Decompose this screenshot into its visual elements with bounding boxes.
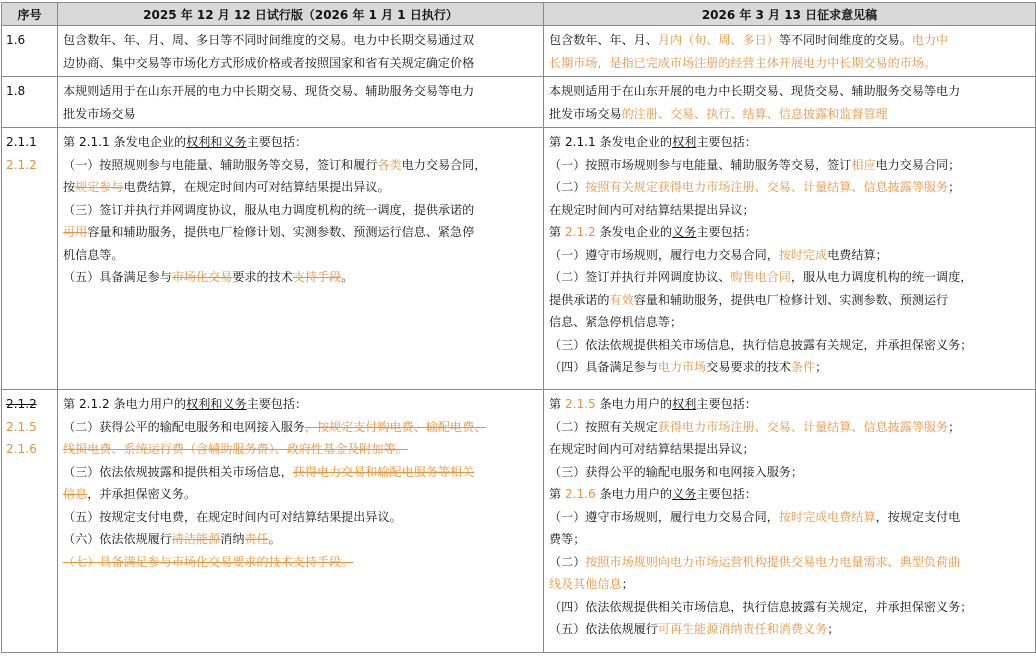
text-segment: 第 [549,487,565,501]
text-line [63,221,539,244]
clause-number-cell [2,128,58,390]
trial-text-cell [58,77,544,128]
comparison-table [1,2,1036,653]
text-line [63,80,539,103]
trial-text-cell [58,390,544,653]
table-row [2,390,1036,653]
text-segment: （四）具备满足参与 [549,360,658,374]
text-segment: （三）获得公平的输配电服务和电网接入服务； [549,464,803,479]
deleted-text: （七）具备满足参与市场化交易要求的技术支持手段。 [63,554,354,569]
text-line [549,438,1031,461]
text-line [63,393,539,416]
text-segment: 条电力用户的 [595,487,673,501]
clause-number: 2.1.2 [6,397,37,411]
trial-text-cell [58,128,544,390]
deleted-text: 清洁能源 [171,532,221,546]
text-line [63,154,539,177]
text-line [549,393,1031,416]
text-segment: 边协商、集中交易等市场化方式形成价格或者按照国家和省有关规定确定价格 [63,55,475,70]
text-segment: （二）获得公平的输配电服务和电网接入服务 [63,419,305,434]
text-segment: （三）依法依规提供相关市场信息，执行信息披露有关规定，并承担保密义务； [549,337,973,352]
clause-number: 1.6 [6,33,26,47]
draft-text-cell [544,390,1036,653]
revised-text: 线及其他信息 [549,577,622,591]
text-segment: 机信息等。 [63,247,124,262]
text-line [63,244,539,267]
revised-text: 电力中 [911,33,949,47]
text-segment: （五）依法依规履行 [549,622,658,636]
revised-text: 各类 [377,157,402,172]
clause-number-cell [2,390,58,653]
text-segment: （一）按照市场规则参与电能量、辅助服务等交易，签订 [549,157,852,172]
revised-text: 2.1.5 [564,397,596,411]
text-line [549,244,1031,267]
text-line [549,221,1031,244]
text-segment: 主要包括： [696,397,757,411]
text-line [549,551,1031,574]
deleted-text: 市场化交易 [171,270,233,284]
clause-number-cell [2,77,58,128]
revised-text: 有效 [609,292,634,307]
clause-number: 2.1.1 [6,135,37,149]
text-segment: 本规则适用于在山东开展的电力中长期交易、现货交易、辅助服务交易等电力 [549,84,961,98]
text-line [63,506,539,529]
text-segment: 电力交易合同， [401,157,487,172]
revised-text: 可再生能源消纳责任和消费义务 [657,622,828,636]
text-segment: （二） [549,554,586,569]
text-segment: 第 2.1.1 条发电企业的 [549,135,673,149]
text-segment: 。 [268,532,281,546]
text-segment: ； [815,360,828,374]
text-segment: （一）按照规则参与电能量、辅助服务等交易，签订和履行 [63,157,378,172]
clause-number: 2.1.6 [6,442,37,456]
text-segment: 包含数年、年、月、 [549,33,658,47]
text-line [549,103,1031,126]
text-line [63,461,539,484]
text-segment: 主要包括： [696,487,757,501]
text-segment: 在规定时间内可对结算结果提出异议； [549,442,755,456]
text-segment: （二） [549,180,586,194]
draft-text-cell [544,77,1036,128]
revised-text: 条件 [790,360,816,374]
revised-text: 长期市场，是指已完成市场注册的经营主体开展电力中长期交易的市场。 [549,55,937,70]
text-segment: 第 [549,225,565,239]
text-line [549,461,1031,484]
deleted-text: 支持手段 [292,270,342,284]
text-segment: 要求的技术 [232,270,293,284]
text-line [63,199,539,222]
text-segment: （一）遵守市场规则，履行电力交易合同， [549,247,779,262]
text-segment: 等不同时间维度的交易。 [778,33,912,47]
table-row [2,26,1036,77]
header-draft-version: 2026 年 3 月 13 日征求意见稿 [544,3,1036,26]
text-line [549,596,1031,619]
text-segment: ； [621,577,634,591]
text-line [549,506,1031,529]
text-segment: （二）按照有关规定 [549,419,658,434]
text-segment: 主要包括： [696,135,757,149]
text-line [63,551,539,574]
revised-text: 按时完成电费结算 [778,509,876,524]
text-segment: （六）依法依规履行 [63,532,172,546]
text-line [63,176,539,199]
text-segment: 包含数年、年、月、周、多日等不同时间维度的交易。电力中长期交易通过双 [63,33,475,47]
text-segment: （四）依法依规提供相关市场信息，执行信息披露有关规定，并承担保密义务； [549,599,973,614]
text-segment: 主要包括： [246,135,308,149]
text-line [549,311,1031,334]
text-line [63,266,539,289]
text-segment: （三）依法依规披露和提供相关市场信息， [63,464,293,479]
text-segment: 批发市场交易 [63,106,136,121]
revised-text: 2.1.6 [564,487,596,501]
draft-text-cell [544,128,1036,390]
deleted-text: 获得电力交易和输配电服务等相关 [292,464,475,479]
text-line [549,573,1031,596]
text-segment: 容量和辅助服务，提供电厂检修计划、实测参数、预测运行 [633,292,949,307]
deleted-text: 可用 [63,225,88,239]
deleted-text: 信息 [63,487,88,501]
text-segment: 信息、紧急停机信息等； [549,315,683,329]
revised-text: 相应 [851,157,876,172]
text-segment: 本规则适用于在山东开展的电力中长期交易、现货交易、辅助服务交易等电力 [63,84,475,98]
text-segment: 在规定时间内可对结算结果提出异议； [549,202,755,217]
text-segment: 容量和辅助服务，提供电厂检修计划、实测参数、预测运行信息、紧急停 [87,225,475,239]
text-segment: （五）具备满足参与 [63,270,172,284]
text-line [63,131,539,154]
emphasized-text: 权利 [672,397,697,411]
text-line [549,80,1031,103]
revised-text: 电力市场 [657,360,707,374]
text-segment: 主要包括： [696,225,757,239]
table-row [2,128,1036,390]
emphasized-text: 义务 [672,225,697,239]
text-segment: ； [948,180,961,194]
text-segment: 按 [63,180,76,194]
text-line [549,199,1031,222]
text-segment: 第 2.1.1 条发电企业的 [63,135,187,149]
text-segment: 电力交易合同； [875,157,961,172]
text-segment: 条电力用户的 [595,397,673,411]
text-line [63,29,539,52]
text-segment: （一）遵守市场规则，履行电力交易合同， [549,509,779,524]
text-segment: ，按规定支付电 [875,509,961,524]
text-line [63,438,539,461]
text-segment: 批发市场交易 [549,106,622,121]
text-line [549,266,1031,289]
text-line [549,52,1031,75]
clause-number: 2.1.2 [6,157,37,172]
text-segment: 消纳 [220,532,245,546]
text-segment: 电费结算，在规定时间内可对结算结果提出异议。 [123,180,390,194]
deleted-text: 线损电费、系统运行费（含辅助服务费）、政府性基金及附加等。 [63,442,408,456]
text-line [63,416,539,439]
header-no: 序号 [2,3,58,26]
table-row [2,77,1036,128]
text-line [63,52,539,75]
text-line [549,176,1031,199]
deleted-text: ，按规定支付购电费、输配电费、 [304,419,487,434]
revised-text: 2.1.2 [564,225,596,239]
text-segment: 电费结算； [827,247,888,262]
revised-text: 获得电力市场注册、交易、计量结算、信息披露等服务 [657,419,949,434]
header-row [2,3,1036,26]
text-segment: 第 [549,397,565,411]
text-line [549,356,1031,379]
text-segment: 条发电企业的 [595,225,673,239]
text-line [63,528,539,551]
text-segment: 提供承诺的 [549,292,610,307]
text-line [63,483,539,506]
revised-text: 按时完成 [778,247,828,262]
text-line [549,618,1031,641]
revised-text: 月内（旬、周、多日） [657,33,779,47]
text-segment: 第 2.1.2 条电力用户的 [63,397,187,411]
revised-text: 的注册、交易、执行、结算、信息披露和监督管理 [621,106,888,121]
clause-number: 2.1.5 [6,419,37,434]
emphasized-text: 义务 [672,487,697,501]
text-line [549,289,1031,312]
text-segment: （五）按规定支付电费，在规定时间内可对结算结果提出异议。 [63,509,402,524]
header-trial-version: 2025 年 12 月 12 日试行版（2026 年 1 月 1 日执行） [58,3,544,26]
text-segment: ，并承担保密义务。 [87,487,197,501]
text-segment: （二）签订并执行并网调度协议、 [549,270,731,284]
clause-number: 1.8 [6,84,26,98]
trial-text-cell [58,26,544,77]
revised-text: 按照市场规则向电力市场运营机构提供交易电力电量需求、典型负荷曲 [585,554,961,569]
text-segment: （三）签订并执行并网调度协议，服从电力调度机构的统一调度，提供承诺的 [63,202,475,217]
text-line [549,528,1031,551]
text-line [549,334,1031,357]
text-segment: ，服从电力调度机构的统一调度， [790,270,973,284]
text-line [549,416,1031,439]
emphasized-text: 权利和义务 [186,397,247,411]
revised-text: 购售电合同 [730,270,791,284]
text-line [549,29,1031,52]
text-line [549,483,1031,506]
emphasized-text: 权利和义务 [186,135,247,149]
text-segment: ； [948,419,961,434]
text-line [549,154,1031,177]
deleted-text: 规定参与 [75,180,124,194]
text-segment: 主要包括： [246,397,308,411]
text-segment: 交易要求的技术 [706,360,791,374]
text-segment: 。 [341,270,354,284]
clause-number-cell [2,26,58,77]
revised-text: 按照有关规定获得电力市场注册、交易、计量结算、信息披露等服务 [585,180,949,194]
text-line [63,103,539,126]
draft-text-cell [544,26,1036,77]
text-line [549,131,1031,154]
text-segment: ； [827,622,840,636]
text-segment: 费等； [549,532,586,546]
emphasized-text: 权利 [672,135,697,149]
deleted-text: 责任 [244,532,269,546]
